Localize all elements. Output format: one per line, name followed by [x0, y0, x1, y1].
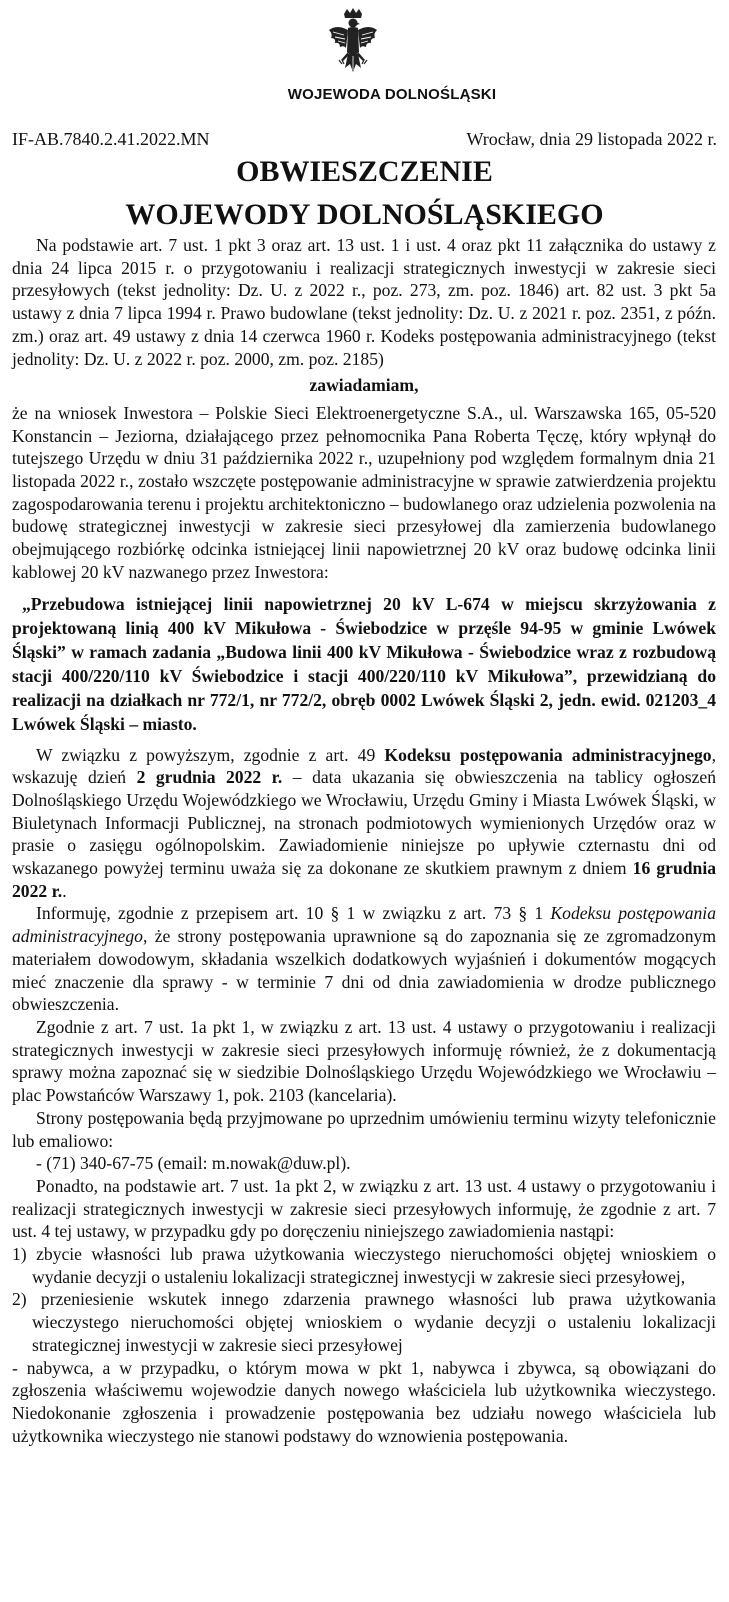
document-headline [12, 128, 717, 150]
reference-number: IF-AB.7840.2.41.2022.MN [12, 129, 210, 149]
info-text-1: Informuję, zgodnie z przepisem art. 10 § 1 w związku z art. 73 § 1 [36, 903, 551, 924]
effective-date: 16 grudnia 2022 r. [12, 858, 717, 901]
closing-paragraph: - nabywca, a w przypadku, o którym mowa w pkt 1, nabywca i zbywca, są obowiązani do zgłoszenia właściwemu wojewodzie danych nowego właściciela lub użytkownika wieczystego. Niedokonanie zgłoszenia i prowadzenie postępowania bez udziału nowego właściciela lub użytkownika wieczystego nie stanowi podstawy do wznowienia postępowania. [12, 1357, 716, 1446]
notification-heading: zawiadamiam, [309, 375, 419, 396]
delivery-date: 2 grudnia 2022 r. [136, 767, 283, 788]
delivery-text-3: – data ukazania się obwieszczenia na tablicy ogłoszeń Dolnośląskiego Urzędu Wojewódzkiego we Wrocławiu, Urzędu Gminy i Miasta Lwówek Śląski, w Biuletynach Informacji Publicznej, na stronach podmiotowych wymienionych Urzędów oraz w prasie o zasięgu ogólnopolskim. Zawiadomienie niniejsze po upływie czternastu dni od wskazanego powyżej terminu uważa się za dokonane ze skutkiem prawnym z dniem [12, 767, 717, 879]
info-code-name: Kodeksu postępowania administracyjnego [12, 903, 716, 947]
institution-name: WOJEWODA DOLNOŚLĄSKI [287, 86, 497, 103]
list-item: 1) zbycie własności lub prawa użytkowania wieczystego nieruchomości objętej wnioskiem o wydanie decyzji o ustaleniu lokalizacji strategicznej inwestycji w zakresie sieci przesyłowej, [12, 1244, 716, 1287]
document-body [12, 234, 716, 1447]
delivery-paragraph: W związku z powyższym, zgodnie z art. 49 Kodeksu postępowania administracyjnego, wskazuję dzień 2 grudnia 2022 r. – data ukazania się obwieszczenia na tablicy ogłoszeń Dolnośląskiego Urzędu Wojewódzkiego we Wrocławiu, Urzędu Gminy i Miasta Lwówek Śląski, w Biuletynach Informacji Publicznej, na stronach podmiotowych wymienionych Urzędów oraz w prasie o zasięgu ogólnopolskim. Zawiadomienie niniejsze po upływie czternastu dni od wskazanego powyżej terminu uważa się za dokonane ze skutkiem prawnym z dniem 16 grudnia 2022 r.. [12, 744, 717, 901]
place-and-date: Wrocław, dnia 29 listopada 2022 r. [466, 129, 717, 149]
delivery-text-2: , wskazuję dzień [12, 744, 716, 788]
investment-description: „Przebudowa istniejącej linii napowietrznej 20 kV L-674 w miejscu skrzyżowania z projektowaną linią 400 kV Mikułowa - Świebodzice w przęśle 94-95 w gminie Lwówek Śląski” w ramach zadania „Budowa linii 400 kV Mikułowa - Świebodzice wraz z rozbudową stacji 400/220/110 kV Świebodzice i stacji 400/220/110 kV Mikułowa”, przewidzianą do realizacji na działkach nr 772/1, nr 772/2, obręb 0002 Lwówek Śląski 2, jedn. ewid. 021203_4 Lwówek Śląski – miasto. [12, 593, 716, 734]
information-paragraph [12, 902, 716, 1016]
delivery-code-name: Kodeksu postępowania administracyjnego [384, 744, 712, 765]
polish-eagle-emblem-icon [327, 8, 379, 80]
contact-line: - (71) 340-67-75 (email: m.nowak@duw.pl). [36, 1153, 351, 1174]
legal-basis-paragraph: Na podstawie art. 7 ust. 1 pkt 3 oraz art. 13 ust. 1 i ust. 4 oraz pkt 11 załącznika do ustawy z dnia 24 lipca 2015 r. o przygotowaniu i realizacji strategicznych inwestycji w zakresie sieci przesyłowych (tekst jednolity: Dz. U. z 2022 r., poz. 273, zm. poz. 1846) art. 82 ust. 3 pkt 5a ustawy z dnia 7 lipca 1994 r. Prawo budowlane (tekst jednolity: Dz. U. z 2021 r. poz. 2351, z późn. zm.) oraz art. 49 ustawy z dnia 14 czerwca 1960 r. Kodeks postępowania administracyjnego (tekst jednolity: Dz. U. z 2022 r. poz. 2000, zm. poz. 2185) [12, 235, 716, 369]
delivery-text-1: W związku z powyższym, zgodnie z art. 49 [36, 744, 385, 765]
request-paragraph: że na wniosek Inwestora – Polskie Sieci Elektroenergetyczne S.A., ul. Warszawska 165, 05-520 Konstancin – Jeziorna, działającego przez pełnomocnika Pana Roberta Tęczę, który wpłynął do tutejszego Urzędu w dniu 31 października 2022 r., uzupełniony pod względem formalnym dnia 21 listopada 2022 r., zostało wszczęte postępowanie administracyjne w sprawie zatwierdzenia projektu zagospodarowania terenu i projektu architektoniczno – budowlanego oraz udzielenia pozwolenia na budowę strategicznej inwestycji w zakresie sieci przesyłowej dla zamierzenia budowlanego obejmującego rozbiórkę odcinka istniejącej linii napowietrznej 20 kV oraz budowę odcinka linii kablowej 20 kV nazwanego przez Inwestora: [12, 402, 716, 582]
visits-paragraph: Strony postępowania będą przyjmowane po uprzednim umówieniu terminu wizyty telefonicznie lub emaliowo: [12, 1107, 716, 1151]
transfer-paragraph: Ponadto, na podstawie art. 7 ust. 1a pkt 2, w związku z art. 13 ust. 4 ustawy o przygotowaniu i realizacji strategicznych inwestycji w zakresie sieci przesyłowych informuję, że zgodnie z art. 7 ust. 4 tej ustawy, w przypadku gdy po doręczeniu niniejszego zawiadomienia nastąpi: [12, 1175, 716, 1242]
document-title: OBWIESZCZENIE [236, 155, 493, 188]
documentation-paragraph: Zgodnie z art. 7 ust. 1a pkt 1, w związku z art. 13 ust. 4 ustawy o przygotowaniu i realizacji strategicznych inwestycji w zakresie sieci przesyłowych informuję również, że z dokumentacją sprawy można zapoznać się w siedzibie Dolnośląskiego Urzędu Wojewódzkiego we Wrocławiu – plac Powstańców Warszawy 1, pok. 2103 (kancelaria). [12, 1016, 716, 1106]
info-text-2: , że strony postępowania uprawnione są do zapoznania się ze zgromadzonym materiałem dowodowym, składania wszelkich dodatkowych wyjaśnień i dokumentów mogących mieć znaczenie dla sprawy - w terminie 7 dni od dnia zawiadomienia w drodze publicznego obwieszczenia. [12, 926, 716, 1015]
document-subtitle: WOJEWODY DOLNOŚLĄSKIEGO [125, 198, 604, 231]
list-item: 2) przeniesienie wskutek innego zdarzenia prawnego własności lub prawa użytkowania wieczystego nieruchomości objętej wnioskiem o wydanie decyzji o ustaleniu lokalizacji strategicznej inwestycji w zakresie sieci przesyłowej [12, 1289, 716, 1355]
